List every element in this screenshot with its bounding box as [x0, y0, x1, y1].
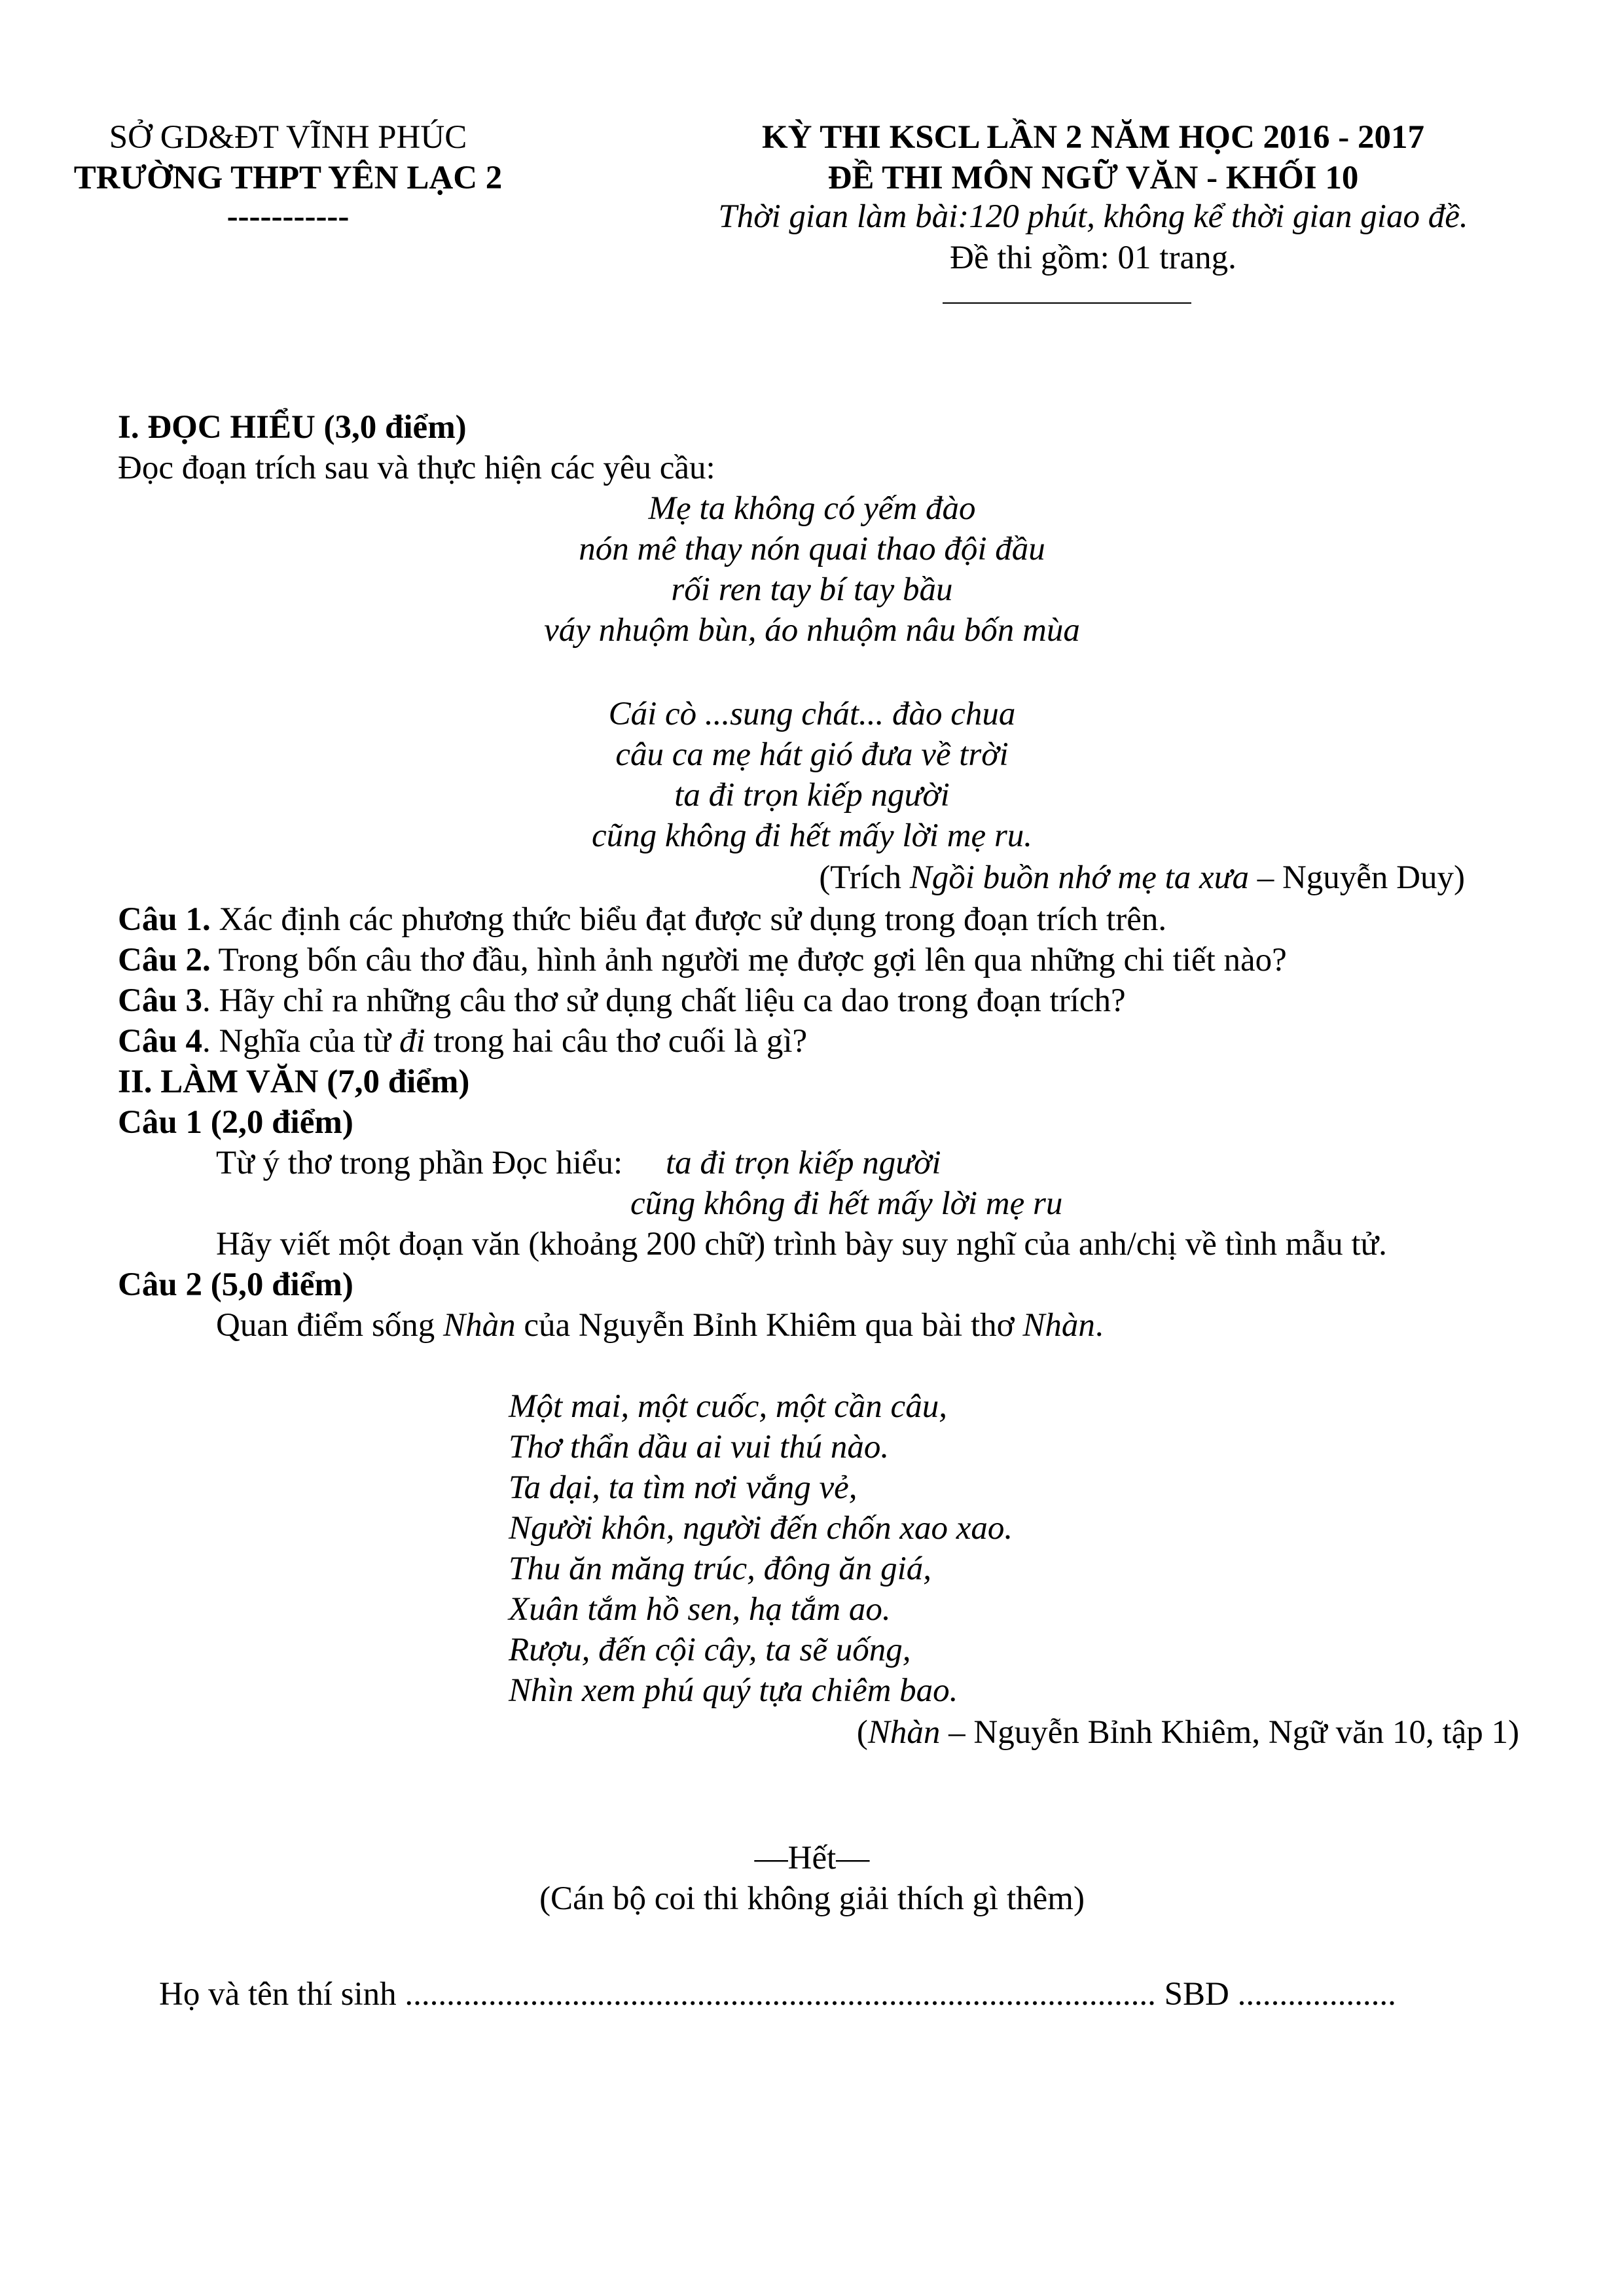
exam-title: KỲ THI KSCL LẦN 2 NĂM HỌC 2016 - 2017	[761, 119, 1425, 156]
poem-line: câu ca mẹ hát gió đưa về trời	[615, 736, 1009, 773]
essay-q1-heading: Câu 1 (2,0 điểm)	[118, 1104, 353, 1141]
part2-heading: II. LÀM VĂN (7,0 điểm)	[118, 1064, 470, 1100]
source-title: Nhàn	[867, 1714, 941, 1751]
poem-line: nón mê thay nón quai thao đội đầu	[579, 531, 1045, 567]
task-text: Quan điểm sống	[216, 1307, 444, 1344]
reading-source	[819, 861, 1465, 895]
candidate-info-line: Họ và tên thí sinh .......................................................................................... SBD ...................	[159, 1976, 1396, 2013]
source-close: – Nguyễn Bỉnh Khiêm, Ngữ văn 10, tập 1)	[940, 1714, 1519, 1751]
essay-q2-heading: Câu 2 (5,0 điểm)	[118, 1266, 353, 1303]
source-close: – Nguyễn Duy)	[1248, 859, 1465, 896]
school-name: TRƯỜNG THPT YÊN LẠC 2	[73, 160, 503, 196]
question-text: . Hãy chỉ ra những câu thơ sử dụng chất liệu ca dao trong đoạn trích?	[202, 982, 1126, 1019]
end-marker: —Hết—	[754, 1840, 870, 1876]
source-open: (	[856, 1714, 868, 1751]
question-text: Xác định các phương thức biểu đạt được sử dụng trong đoạn trích trên.	[210, 901, 1167, 938]
poem-line: Thu ăn măng trúc, đông ăn giá,	[509, 1551, 932, 1587]
poem-line: Xuân tắm hồ sen, hạ tắm ao.	[509, 1591, 891, 1628]
question-text: trong hai câu thơ cuối là gì?	[425, 1023, 808, 1060]
question-2	[118, 944, 1287, 977]
part1-intro: Đọc đoạn trích sau và thực hiện các yêu cầu:	[118, 450, 715, 486]
essay-q1-quote: ta đi trọn kiếp người	[666, 1145, 941, 1181]
question-label: Câu 1.	[118, 901, 211, 938]
task-text: .	[1094, 1307, 1104, 1344]
poem-line: Mẹ ta không có yếm đào	[648, 490, 976, 527]
essay-q1-lead: Từ ý thơ trong phần Đọc hiểu:	[216, 1145, 623, 1181]
header-divider	[943, 302, 1191, 304]
essay-q1-quote: cũng không đi hết mấy lời mẹ ru	[630, 1185, 1063, 1222]
question-1	[118, 903, 1166, 937]
question-label: Câu 2.	[118, 942, 211, 978]
task-emphasis: Nhàn	[1022, 1307, 1095, 1344]
nhan-source	[857, 1716, 1519, 1749]
task-emphasis: Nhàn	[443, 1307, 516, 1344]
poem-line: Nhìn xem phú quý tựa chiêm bao.	[509, 1672, 958, 1709]
poem-line: Người khôn, người đến chốn xao xao.	[509, 1510, 1013, 1547]
question-4	[118, 1025, 807, 1058]
question-text: Trong bốn câu thơ đầu, hình ảnh người mẹ được gợi lên qua những chi tiết nào?	[210, 942, 1287, 978]
question-keyword: đi	[399, 1023, 425, 1060]
header-dashes: -----------	[226, 198, 350, 235]
proctor-note: (Cán bộ coi thi không giải thích gì thêm)	[539, 1880, 1085, 1917]
question-3	[118, 984, 1126, 1018]
poem-line: cũng không đi hết mấy lời mẹ ru.	[591, 817, 1033, 854]
page-count: Đề thi gồm: 01 trang.	[950, 240, 1236, 276]
poem-line: Ta dại, ta tìm nơi vắng vẻ,	[509, 1469, 857, 1506]
exam-duration: Thời gian làm bài:120 phút, không kể thời gian giao đề.	[718, 198, 1468, 235]
subject-title: ĐỀ THI MÔN NGỮ VĂN - KHỐI 10	[827, 160, 1359, 196]
poem-line: Một mai, một cuốc, một cần câu,	[509, 1388, 947, 1425]
essay-q1-task: Hãy viết một đoạn văn (khoảng 200 chữ) trình bày suy nghĩ của anh/chị về tình mẫu tử.	[216, 1226, 1387, 1263]
question-text: . Nghĩa của từ	[202, 1023, 399, 1060]
part1-heading: I. ĐỌC HIỂU (3,0 điểm)	[118, 409, 467, 446]
poem-line: ta đi trọn kiếp người	[674, 777, 950, 814]
source-title: Ngồi buồn nhớ mẹ ta xưa	[909, 859, 1249, 896]
question-label: Câu 3	[118, 982, 202, 1019]
poem-line: Thơ thẩn dầu ai vui thú nào.	[509, 1429, 890, 1465]
poem-line: váy nhuộm bùn, áo nhuộm nâu bốn mùa	[544, 612, 1080, 649]
task-text: của Nguyễn Bỉnh Khiêm qua bài thơ	[515, 1307, 1023, 1344]
essay-q2-task	[216, 1309, 1104, 1342]
department-name: SỞ GD&ĐT VĨNH PHÚC	[109, 119, 467, 156]
poem-line: rối ren tay bí tay bầu	[671, 571, 953, 608]
question-label: Câu 4	[118, 1023, 202, 1060]
source-open: (Trích	[819, 859, 910, 896]
poem-line: Cái cò ...sung chát... đào chua	[608, 696, 1016, 732]
poem-line: Rượu, đến cội cây, ta sẽ uống,	[509, 1632, 911, 1668]
